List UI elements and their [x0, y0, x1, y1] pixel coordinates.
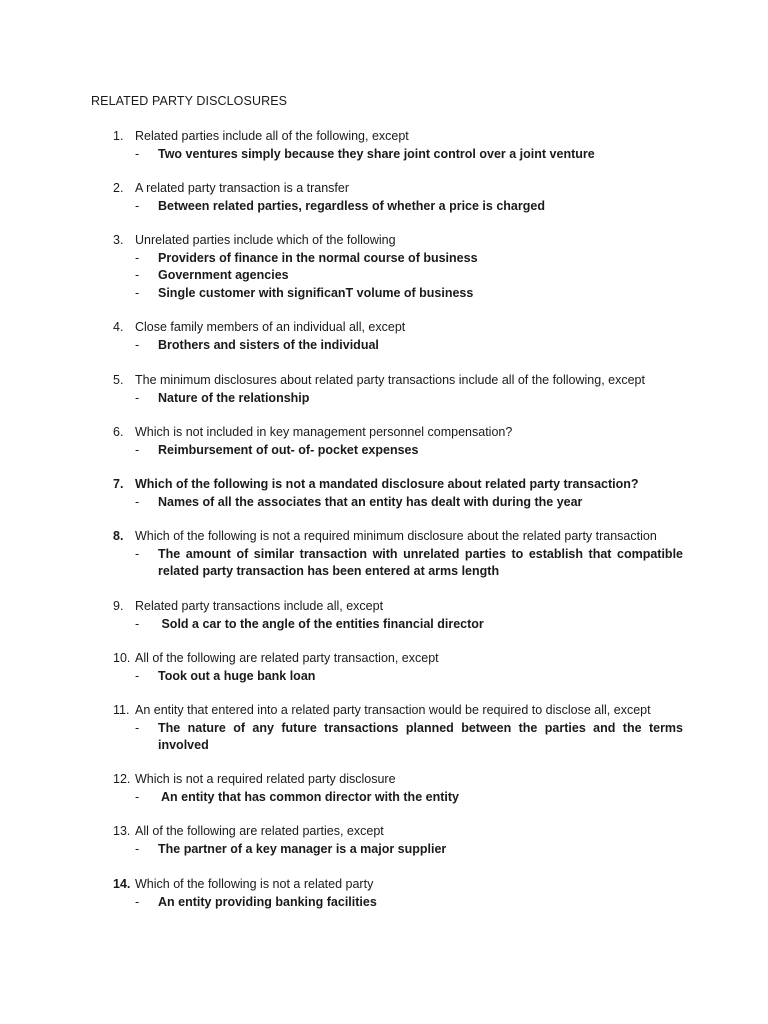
question-8: [113, 528, 683, 581]
answer-dash: -: [135, 720, 140, 735]
question-number: 8.: [113, 529, 124, 543]
answer-dash: -: [135, 616, 140, 631]
question-11: [113, 702, 683, 755]
question-text: Which of the following is not a related party: [135, 877, 374, 891]
question-number: 4.: [113, 320, 124, 334]
answer-dash: -: [135, 494, 140, 509]
question-2: [113, 180, 683, 215]
answer-item: [113, 146, 683, 164]
question-text: Which of the following is not a mandated disclosure about related party transaction?: [135, 477, 639, 491]
question-3: [113, 232, 683, 302]
answer-dash: -: [135, 268, 140, 282]
question-4: [113, 319, 683, 354]
answer-item: [113, 616, 683, 634]
answer-text: Took out a huge bank loan: [158, 668, 316, 683]
answer-item: [113, 267, 683, 285]
question-number: 1.: [113, 129, 124, 143]
answer-text: Reimbursement of out- of- pocket expenses: [158, 442, 419, 457]
answer-text: Providers of finance in the normal course of business: [158, 250, 478, 265]
question-number: 3.: [113, 233, 124, 247]
question-number: 7.: [113, 477, 124, 491]
answer-text: The amount of similar transaction with unrelated parties to establish that compatible related party transaction has been entered at arms length: [158, 546, 683, 578]
question-text: All of the following are related party transaction, except: [135, 651, 439, 665]
question-text: All of the following are related parties, except: [135, 824, 384, 838]
answer-text: An entity providing banking facilities: [158, 894, 377, 909]
question-text: Unrelated parties include which of the following: [135, 233, 396, 247]
question-text: Related parties include all of the following, except: [135, 129, 409, 143]
answer-item: [113, 250, 683, 268]
question-text: Which is not included in key management personnel compensation?: [135, 425, 513, 439]
answer-dash: -: [135, 546, 140, 561]
question-10: [113, 650, 683, 685]
question-number: 14.: [113, 877, 131, 891]
answer-dash: -: [135, 789, 140, 804]
answer-dash: -: [135, 841, 140, 856]
answer-text: Names of all the associates that an entity has dealt with during the year: [158, 494, 583, 509]
question-number: 9.: [113, 599, 124, 613]
answer-item: [113, 285, 683, 303]
question-12: [113, 771, 683, 806]
question-14: [113, 876, 683, 911]
answer-item: [113, 789, 683, 807]
answer-dash: -: [135, 250, 140, 265]
answer-text: Two ventures simply because they share joint control over a joint venture: [158, 146, 595, 161]
question-text: Close family members of an individual all, except: [135, 320, 406, 334]
answer-dash: -: [135, 668, 140, 683]
answer-text: Single customer with significanT volume of business: [158, 285, 474, 300]
question-text: Which is not a required related party disclosure: [135, 772, 396, 786]
answer-dash: -: [135, 285, 140, 300]
question-1: [113, 128, 683, 163]
answer-item: [113, 337, 683, 355]
question-number: 2.: [113, 181, 124, 195]
question-number: 13.: [113, 824, 131, 838]
question-text: An entity that entered into a related party transaction would be required to disclose all, except: [135, 703, 651, 717]
answer-text: Between related parties, regardless of whether a price is charged: [158, 198, 545, 213]
question-13: [113, 823, 683, 858]
answer-text: Brothers and sisters of the individual: [158, 337, 379, 352]
answer-item: [113, 668, 683, 686]
question-number: 6.: [113, 425, 124, 439]
answer-item: [113, 390, 683, 408]
answer-item: [113, 841, 683, 859]
answer-text: An entity that has common director with the entity: [158, 789, 459, 804]
answer-dash: -: [135, 146, 140, 161]
document-title: RELATED PARTY DISCLOSURES: [91, 94, 288, 108]
answer-text: Government agencies: [158, 268, 289, 282]
question-text: The minimum disclosures about related party transactions include all of the following, except: [135, 373, 645, 387]
answer-item: [113, 894, 683, 912]
answer-dash: -: [135, 894, 140, 909]
question-number: 5.: [113, 373, 124, 387]
question-6: [113, 424, 683, 459]
question-text: Which of the following is not a required minimum disclosure about the related party transaction: [135, 529, 657, 543]
question-text: Related party transactions include all, except: [135, 599, 384, 613]
question-9: [113, 598, 683, 633]
answer-item: [113, 546, 683, 581]
question-number: 11.: [113, 703, 130, 717]
answer-item: [113, 494, 683, 512]
answer-dash: -: [135, 198, 140, 213]
answer-text: Sold a car to the angle of the entities financial director: [158, 616, 484, 631]
answer-item: [113, 198, 683, 216]
question-7: [113, 476, 683, 511]
question-text: A related party transaction is a transfer: [135, 181, 349, 195]
question-5: [113, 372, 683, 407]
answer-text: The partner of a key manager is a major supplier: [158, 841, 447, 856]
answer-text: Nature of the relationship: [158, 390, 310, 405]
answer-text: The nature of any future transactions planned between the parties and the terms involved: [158, 720, 683, 752]
answer-item: [113, 720, 683, 755]
answer-item: [113, 442, 683, 460]
answer-dash: -: [135, 390, 140, 405]
answer-dash: -: [135, 442, 140, 457]
question-number: 12.: [113, 772, 131, 786]
question-number: 10.: [113, 651, 131, 665]
answer-dash: -: [135, 337, 140, 352]
